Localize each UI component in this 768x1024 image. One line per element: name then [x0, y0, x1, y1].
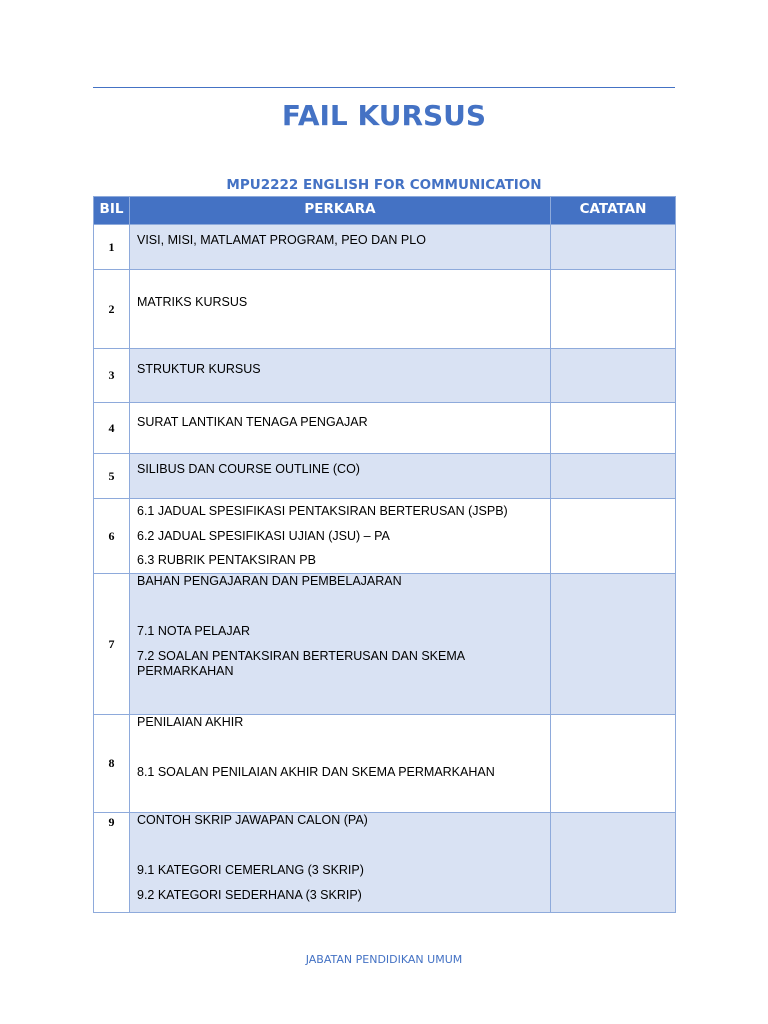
- row-remarks: [551, 574, 676, 715]
- row-remarks: [551, 349, 676, 403]
- row-item: [130, 349, 551, 403]
- item-line: 8.1 SOALAN PENILAIAN AKHIR DAN SKEMA PERMARKAHAN: [137, 765, 495, 779]
- table-row: [94, 813, 676, 913]
- top-rule: [93, 87, 675, 88]
- footer-department: JABATAN PENDIDIKAN UMUM: [305, 953, 463, 966]
- item-line: 6.2 JADUAL SPESIFIKASI UJIAN (JSU) – PA: [137, 528, 390, 543]
- row-remarks: [551, 499, 676, 574]
- table-row: [94, 715, 676, 813]
- item-line: STRUKTUR KURSUS: [137, 362, 261, 376]
- row-item: [130, 574, 551, 715]
- row-item: [130, 454, 551, 499]
- item-line: CONTOH SKRIP JAWAPAN CALON (PA): [137, 813, 368, 827]
- item-line: 7.1 NOTA PELAJAR: [137, 624, 251, 638]
- row-number: 2: [94, 270, 130, 349]
- header-perkara: PERKARA: [130, 197, 551, 225]
- row-remarks: [551, 270, 676, 349]
- table-row: [94, 403, 676, 454]
- item-line: 7.2 SOALAN PENTAKSIRAN BERTERUSAN DAN SKEMA PERMARKAHAN: [137, 649, 465, 678]
- row-number: 9: [94, 813, 130, 913]
- item-line: BAHAN PENGAJARAN DAN PEMBELAJARAN: [137, 574, 402, 588]
- item-line: PENILAIAN AKHIR: [137, 715, 244, 729]
- row-number: 6: [94, 499, 130, 574]
- row-remarks: [551, 225, 676, 270]
- table-row: [94, 499, 676, 574]
- item-line: SURAT LANTIKAN TENAGA PENGAJAR: [137, 415, 368, 429]
- item-line: 9.2 KATEGORI SEDERHANA (3 SKRIP): [137, 888, 362, 902]
- document-title: FAIL KURSUS: [281, 99, 487, 132]
- course-file-table: [93, 196, 676, 913]
- row-item: [130, 715, 551, 813]
- document-subtitle: MPU2222 ENGLISH FOR COMMUNICATION: [226, 177, 542, 193]
- row-number: 4: [94, 403, 130, 454]
- row-remarks: [551, 813, 676, 913]
- table-row: [94, 349, 676, 403]
- table-row: [94, 225, 676, 270]
- item-line: MATRIKS KURSUS: [137, 295, 248, 309]
- row-item: [130, 270, 551, 349]
- header-bil: BIL: [94, 197, 130, 225]
- row-number: 7: [94, 574, 130, 715]
- item-line: SILIBUS DAN COURSE OUTLINE (CO): [137, 462, 360, 476]
- row-number: 5: [94, 454, 130, 499]
- row-remarks: [551, 403, 676, 454]
- table-row: [94, 270, 676, 349]
- row-remarks: [551, 454, 676, 499]
- row-item: [130, 813, 551, 913]
- item-line: 9.1 KATEGORI CEMERLANG (3 SKRIP): [137, 863, 364, 877]
- header-catatan: CATATAN: [551, 197, 676, 225]
- row-item: [130, 225, 551, 270]
- row-number: 8: [94, 715, 130, 813]
- row-item: [130, 499, 551, 574]
- item-line: 6.3 RUBRIK PENTAKSIRAN PB: [137, 553, 316, 567]
- item-line: 6.1 JADUAL SPESIFIKASI PENTAKSIRAN BERTERUSAN (JSPB): [137, 504, 508, 518]
- row-item: [130, 403, 551, 454]
- item-line: VISI, MISI, MATLAMAT PROGRAM, PEO DAN PLO: [137, 233, 426, 247]
- row-number: 1: [94, 225, 130, 270]
- row-remarks: [551, 715, 676, 813]
- row-number: 3: [94, 349, 130, 403]
- table-header-row: [94, 197, 676, 225]
- table-row: [94, 574, 676, 715]
- table-row: [94, 454, 676, 499]
